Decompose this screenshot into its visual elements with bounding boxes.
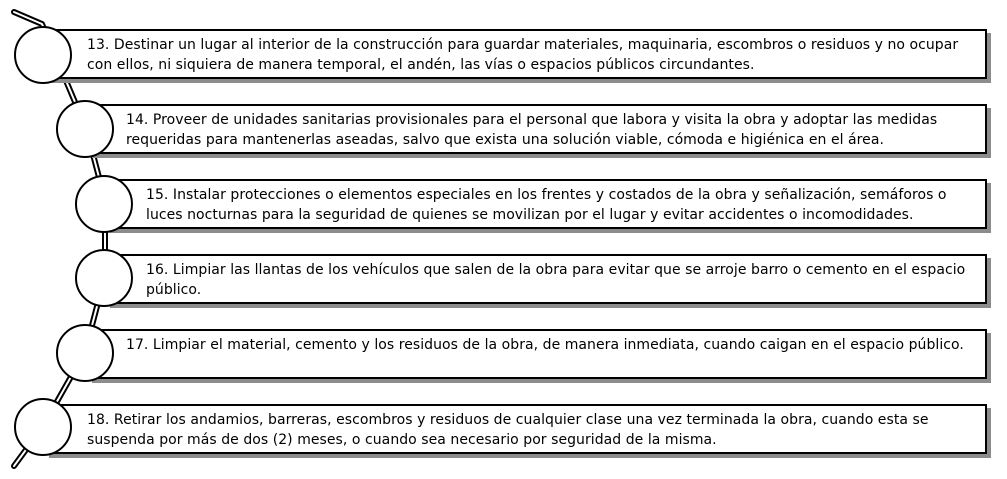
- step-17-box: [88, 329, 987, 379]
- step-18-box: [45, 404, 987, 454]
- step-18-circle: [14, 398, 72, 456]
- step-16-circle: [75, 249, 133, 307]
- step-13-text: 13. Destinar un lugar al interior de la construcción para guardar materiales, maquinaria, escombros o residuos y no ocupar con ellos, ni siquiera de manera temporal, el andén, las vías o espacios públicos circundantes.: [87, 37, 959, 73]
- step-16-box: [106, 254, 987, 304]
- step-17-circle: [56, 324, 114, 382]
- step-15-text: 15. Instalar protecciones o elementos especiales en los frentes y costados de la obra y señalización, semáforos o luces nocturnas para la seguridad de quienes se movilizan por el lugar y evitar accidentes o incomodidades.: [146, 187, 947, 223]
- step-13-circle: [14, 26, 72, 84]
- step-17-text: 17. Limpiar el material, cemento y los residuos de la obra, de manera inmediata, cuando caigan en el espacio público.: [126, 337, 964, 353]
- step-15-box: [106, 179, 987, 229]
- step-16-text: 16. Limpiar las llantas de los vehículos que salen de la obra para evitar que se arroje barro o cemento en el espacio público.: [146, 262, 966, 298]
- step-14-text: 14. Proveer de unidades sanitarias provisionales para el personal que labora y visita la obra y adoptar las medidas requeridas para mantenerlas aseadas, salvo que exista una solución viable, cómoda e higiénica en el área.: [126, 112, 938, 148]
- step-18-text: 18. Retirar los andamios, barreras, escombros y residuos de cualquier clase una vez terminada la obra, cuando esta se suspenda por más de dos (2) meses, o cuando sea necesario por seguridad de la misma.: [87, 412, 929, 448]
- step-14-circle: [56, 100, 114, 158]
- step-13-box: [45, 29, 987, 79]
- step-14-box: [88, 104, 987, 154]
- step-15-circle: [75, 175, 133, 233]
